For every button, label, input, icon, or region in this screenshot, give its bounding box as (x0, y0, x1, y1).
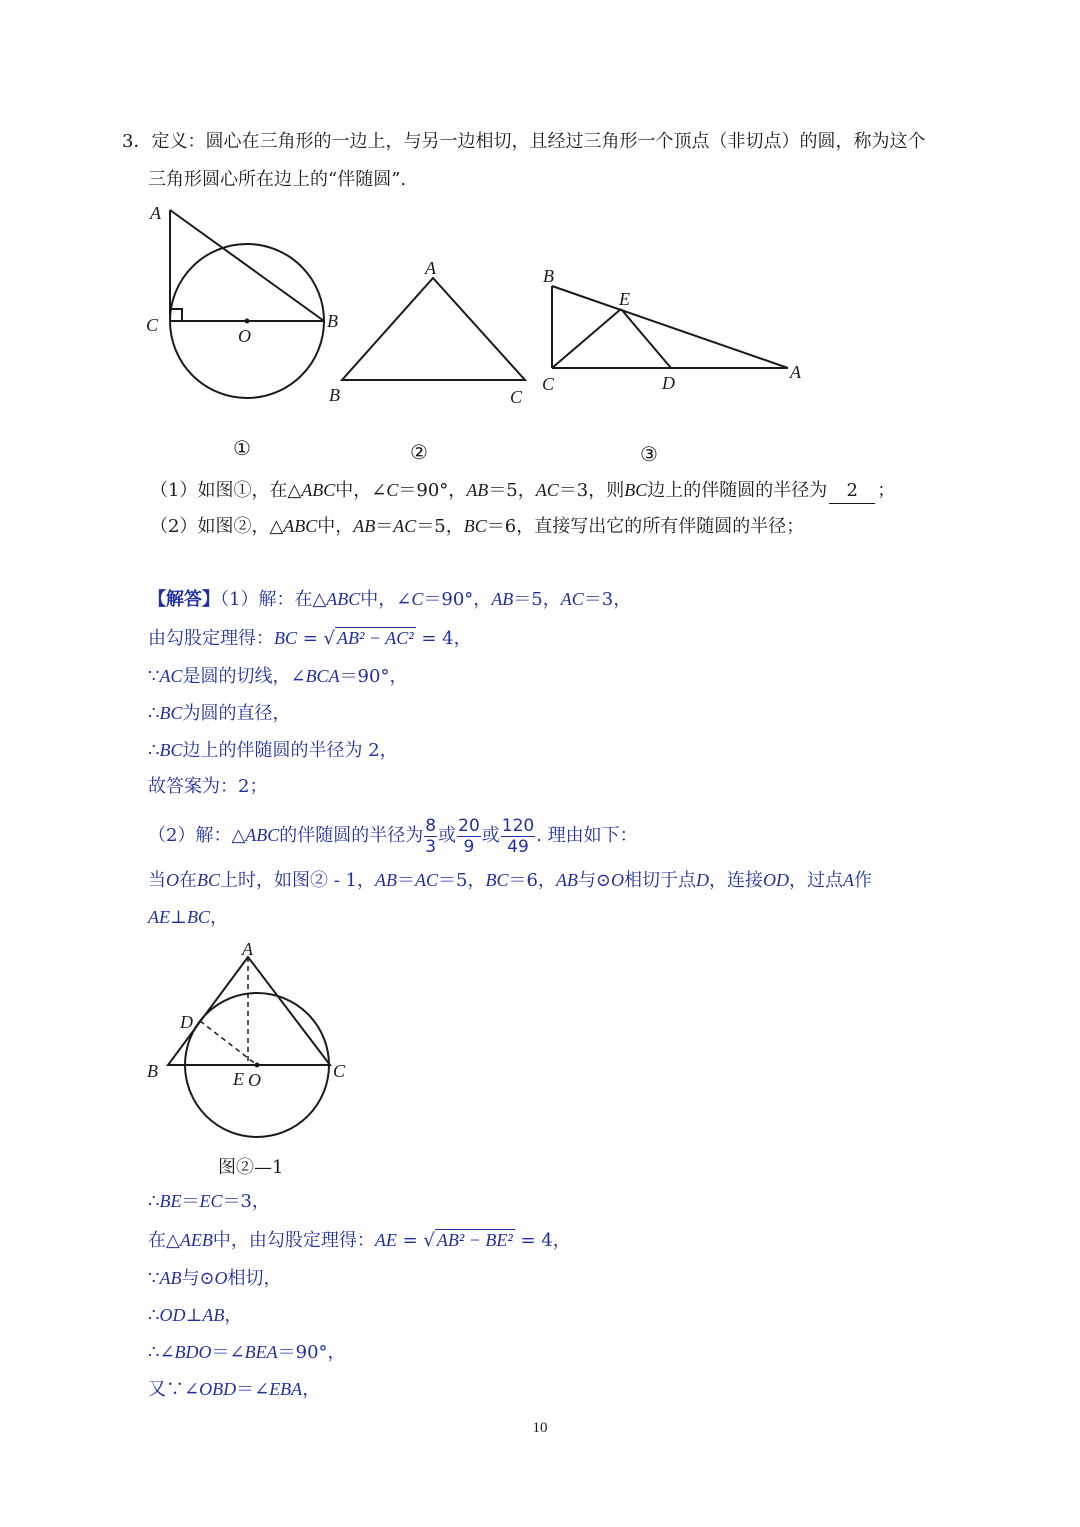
solution-line-5: ∴BC边上的伴随圆的半径为 2， (148, 740, 398, 761)
solution-line-14: ∴∠BDO＝∠BEA＝90°， (148, 1342, 346, 1363)
page-number: 10 (532, 1420, 548, 1436)
fig21-label-e: E (233, 1069, 244, 1089)
solution-line-12: ∵AB与⊙O相切， (148, 1268, 282, 1289)
solution-line-1: 【解答】（1）解：在△ABC中，∠C＝90°，AB＝5，AC＝3， (148, 589, 632, 610)
fig1-label-c: C (146, 315, 159, 335)
question-2: （2）如图②，△ABC中，AB＝AC＝5，BC＝6，直接写出它的所有伴随圆的半径； (150, 516, 805, 537)
figure-3-number: ③ (640, 442, 658, 466)
solution-line-13: ∴OD⊥AB， (148, 1305, 243, 1326)
solution-line-11: 在△AEB中，由勾股定理得：AE = √ AB² − BE² = 4， (148, 1230, 571, 1251)
question-1: （1）如图①，在△ABC中，∠C＝90°，AB＝5，AC＝3，则BC边上的伴随圆的半径为 2 ； (150, 478, 895, 504)
answer-blank: 2 (829, 479, 875, 504)
fig1-label-a: A (150, 203, 161, 223)
problem-definition-line2: 三角形圆心所在边上的“伴随圆”. (148, 169, 407, 190)
fig21-label-d: D (180, 1012, 193, 1032)
fig3-label-a: A (790, 362, 801, 382)
solution-line-7: （2）解：△ABC的伴随圆的半径为 $\frac{8}{3}$ 或 $\frac{20}{9}$ 或 $\frac{120}{49}$ . 理由如下： (148, 815, 638, 857)
fig1-label-b: B (327, 311, 338, 331)
fig2-label-a: A (425, 258, 436, 278)
solution-line-3: ∵AC是圆的切线，∠BCA＝90°， (148, 666, 408, 687)
solution-line-9: AE⊥BC， (148, 907, 228, 928)
problem-definition-line1: 3．定义：圆心在三角形的一边上，与另一边相切，且经过三角形一个顶点（非切点）的圆，称为这个 (122, 131, 926, 152)
figure-1-number: ① (233, 436, 251, 460)
figure-2-1-diagram (140, 935, 360, 1150)
figure-1-diagram (140, 200, 350, 430)
figure-2-number: ② (410, 440, 428, 464)
fraction-120-49: $\frac{120}{49}$ (501, 815, 535, 857)
fraction-20-9: $\frac{20}{9}$ (458, 815, 480, 857)
solution-line-10: ∴BE＝EC＝3， (148, 1191, 270, 1212)
solution-line-4: ∴BC为圆的直径， (148, 703, 291, 724)
fig3-label-e: E (619, 289, 630, 309)
fig1-label-o: O (238, 326, 251, 346)
figure-3-diagram (535, 260, 815, 400)
solution-line-6: 故答案为：2； (148, 776, 268, 797)
solution-line-8: 当O在BC上时，如图② - 1，AB＝AC＝5，BC＝6，AB与⊙O相切于点D，连接OD，过点A作 (148, 870, 873, 891)
fig21-label-b: B (147, 1061, 158, 1081)
solution-line-15: 又∵∠OBD＝∠EBA， (148, 1379, 321, 1400)
solution-tag: 【解答】 (148, 589, 220, 610)
fig3-label-b: B (543, 266, 554, 286)
fig21-label-c: C (333, 1061, 346, 1081)
fig3-label-c: C (542, 374, 555, 394)
solution-line-2: 由勾股定理得：BC = √ AB² − AC² = 4， (148, 628, 472, 649)
figure-2-1-caption: 图②—1 (218, 1157, 284, 1178)
fig21-label-o: O (248, 1070, 261, 1090)
fig3-label-d: D (662, 373, 675, 393)
fraction-8-3: $\frac{8}{3}$ (425, 815, 437, 857)
fig2-label-c: C (510, 387, 523, 407)
figure-2-diagram (325, 255, 540, 415)
fig21-label-a: A (242, 939, 253, 959)
fig2-label-b: B (329, 385, 340, 405)
